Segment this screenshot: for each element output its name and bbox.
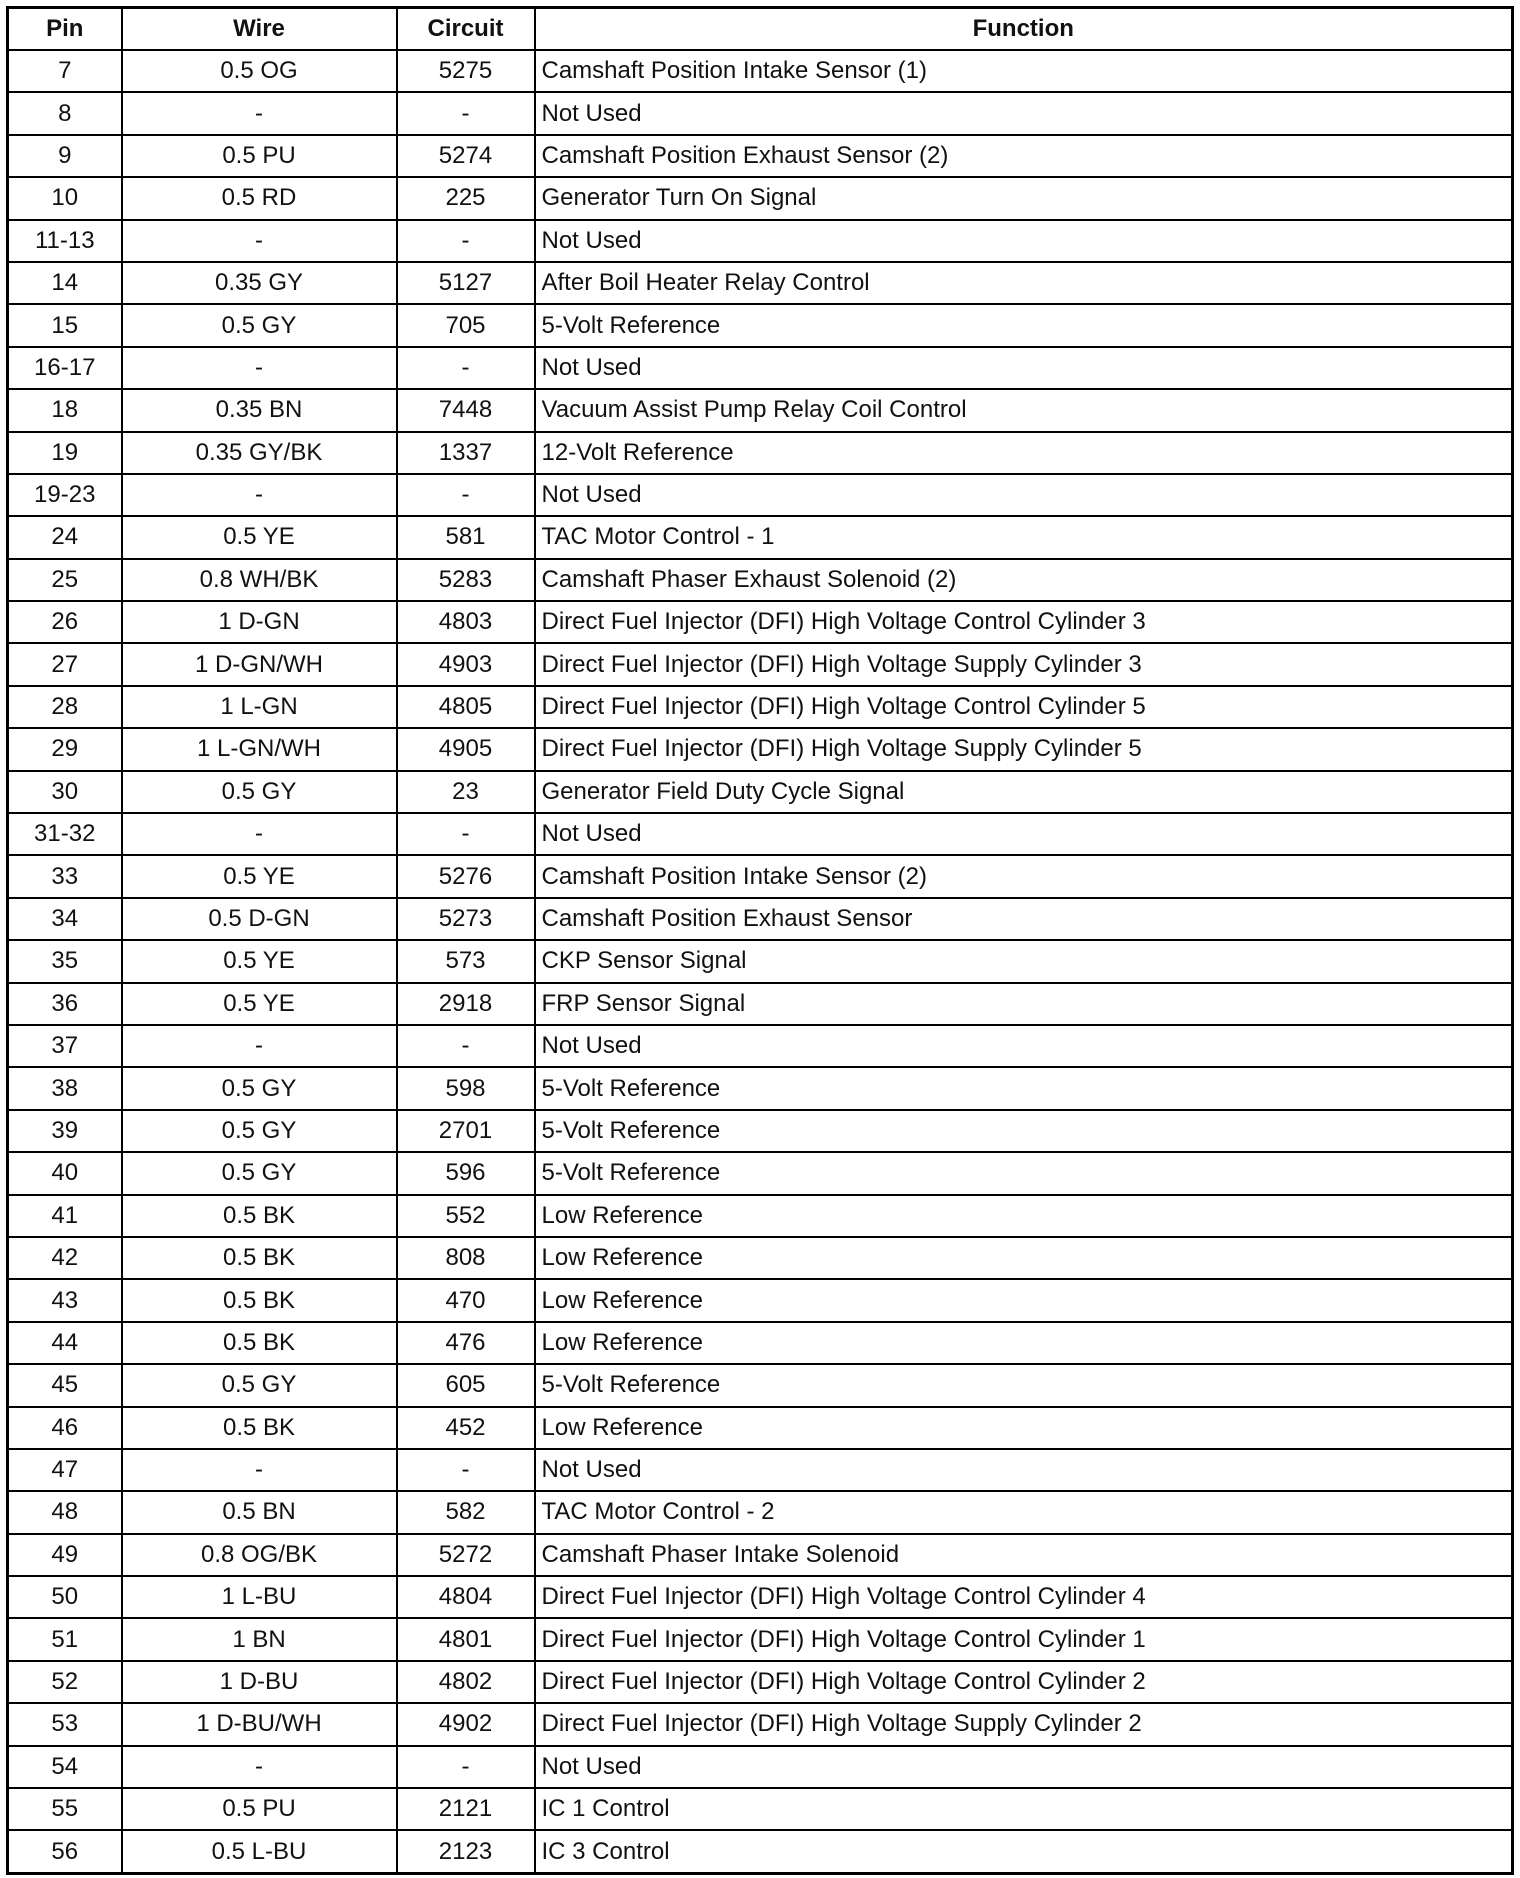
- pin-cell: 18: [8, 389, 122, 431]
- pin-cell: 30: [8, 771, 122, 813]
- circuit-cell: -: [397, 1746, 535, 1788]
- table-row: [8, 813, 1513, 855]
- wire-cell: 0.35 BN: [122, 389, 397, 431]
- circuit-cell: 476: [397, 1322, 535, 1364]
- circuit-cell: 4902: [397, 1703, 535, 1745]
- circuit-cell: 573: [397, 940, 535, 982]
- function-cell: Camshaft Phaser Exhaust Solenoid (2): [535, 559, 1513, 601]
- circuit-cell: 2123: [397, 1830, 535, 1873]
- pin-cell: 15: [8, 304, 122, 346]
- table-body: [8, 50, 1513, 1873]
- circuit-cell: 808: [397, 1237, 535, 1279]
- wire-cell: -: [122, 347, 397, 389]
- circuit-cell: 552: [397, 1195, 535, 1237]
- function-cell: Direct Fuel Injector (DFI) High Voltage Control Cylinder 1: [535, 1618, 1513, 1660]
- table-row: [8, 1534, 1513, 1576]
- table-row: [8, 1025, 1513, 1067]
- pin-cell: 53: [8, 1703, 122, 1745]
- circuit-cell: 596: [397, 1152, 535, 1194]
- function-cell: Direct Fuel Injector (DFI) High Voltage Control Cylinder 5: [535, 686, 1513, 728]
- circuit-cell: 1337: [397, 432, 535, 474]
- pin-cell: 9: [8, 135, 122, 177]
- wire-cell: 0.5 BN: [122, 1491, 397, 1533]
- circuit-cell: 5272: [397, 1534, 535, 1576]
- function-cell: Not Used: [535, 347, 1513, 389]
- function-cell: IC 1 Control: [535, 1788, 1513, 1830]
- function-cell: Direct Fuel Injector (DFI) High Voltage Supply Cylinder 5: [535, 728, 1513, 770]
- wire-cell: 1 L-GN: [122, 686, 397, 728]
- table-row: [8, 1152, 1513, 1194]
- circuit-cell: -: [397, 1025, 535, 1067]
- circuit-cell: 4905: [397, 728, 535, 770]
- table-row: [8, 347, 1513, 389]
- table-row: [8, 983, 1513, 1025]
- circuit-cell: 5283: [397, 559, 535, 601]
- wire-cell: 0.8 OG/BK: [122, 1534, 397, 1576]
- function-cell: Direct Fuel Injector (DFI) High Voltage Supply Cylinder 2: [535, 1703, 1513, 1745]
- table-row: [8, 432, 1513, 474]
- table-row: [8, 940, 1513, 982]
- table-row: [8, 1830, 1513, 1873]
- table-row: [8, 135, 1513, 177]
- function-cell: IC 3 Control: [535, 1830, 1513, 1873]
- wire-cell: 1 D-BU/WH: [122, 1703, 397, 1745]
- pin-cell: 44: [8, 1322, 122, 1364]
- header-circuit: Circuit: [397, 8, 535, 51]
- pin-cell: 31-32: [8, 813, 122, 855]
- pin-cell: 35: [8, 940, 122, 982]
- pin-cell: 29: [8, 728, 122, 770]
- table-row: [8, 728, 1513, 770]
- pin-cell: 39: [8, 1110, 122, 1152]
- table-row: [8, 1491, 1513, 1533]
- table-row: [8, 220, 1513, 262]
- wire-cell: 1 D-GN: [122, 601, 397, 643]
- circuit-cell: -: [397, 92, 535, 134]
- header-wire: Wire: [122, 8, 397, 51]
- function-cell: 5-Volt Reference: [535, 304, 1513, 346]
- wire-cell: 0.5 YE: [122, 940, 397, 982]
- pin-cell: 49: [8, 1534, 122, 1576]
- header-pin: Pin: [8, 8, 122, 51]
- function-cell: Low Reference: [535, 1322, 1513, 1364]
- circuit-cell: 23: [397, 771, 535, 813]
- wire-cell: -: [122, 1746, 397, 1788]
- wire-cell: 0.5 BK: [122, 1322, 397, 1364]
- table-row: [8, 304, 1513, 346]
- pin-cell: 14: [8, 262, 122, 304]
- pin-cell: 27: [8, 643, 122, 685]
- table-header-row: [8, 8, 1513, 51]
- circuit-cell: 598: [397, 1067, 535, 1109]
- table-row: [8, 1322, 1513, 1364]
- circuit-cell: 4805: [397, 686, 535, 728]
- wire-cell: 0.5 PU: [122, 135, 397, 177]
- wire-cell: 0.5 BK: [122, 1407, 397, 1449]
- table-row: [8, 686, 1513, 728]
- pin-cell: 25: [8, 559, 122, 601]
- circuit-cell: 5273: [397, 898, 535, 940]
- pin-cell: 38: [8, 1067, 122, 1109]
- circuit-cell: 225: [397, 177, 535, 219]
- pin-cell: 43: [8, 1279, 122, 1321]
- table-row: [8, 1576, 1513, 1618]
- pin-cell: 24: [8, 516, 122, 558]
- wire-cell: -: [122, 92, 397, 134]
- function-cell: 5-Volt Reference: [535, 1364, 1513, 1406]
- pin-function-table: [6, 6, 1514, 1875]
- function-cell: Low Reference: [535, 1237, 1513, 1279]
- table-row: [8, 1661, 1513, 1703]
- wire-cell: 0.5 GY: [122, 1110, 397, 1152]
- function-cell: Not Used: [535, 220, 1513, 262]
- wire-cell: 0.5 PU: [122, 1788, 397, 1830]
- circuit-cell: 705: [397, 304, 535, 346]
- table-row: [8, 50, 1513, 92]
- pin-cell: 8: [8, 92, 122, 134]
- function-cell: Camshaft Position Exhaust Sensor: [535, 898, 1513, 940]
- function-cell: Low Reference: [535, 1279, 1513, 1321]
- table-row: [8, 1618, 1513, 1660]
- wire-cell: 1 L-GN/WH: [122, 728, 397, 770]
- wire-cell: 1 D-GN/WH: [122, 643, 397, 685]
- wire-cell: -: [122, 474, 397, 516]
- circuit-cell: 4804: [397, 1576, 535, 1618]
- pin-cell: 26: [8, 601, 122, 643]
- circuit-cell: 5275: [397, 50, 535, 92]
- circuit-cell: 4803: [397, 601, 535, 643]
- wire-cell: 0.5 YE: [122, 983, 397, 1025]
- circuit-cell: 4801: [397, 1618, 535, 1660]
- circuit-cell: 7448: [397, 389, 535, 431]
- circuit-cell: 582: [397, 1491, 535, 1533]
- table-row: [8, 1449, 1513, 1491]
- wire-cell: 0.5 OG: [122, 50, 397, 92]
- function-cell: 5-Volt Reference: [535, 1110, 1513, 1152]
- function-cell: Camshaft Phaser Intake Solenoid: [535, 1534, 1513, 1576]
- circuit-cell: -: [397, 347, 535, 389]
- pin-cell: 52: [8, 1661, 122, 1703]
- pin-cell: 48: [8, 1491, 122, 1533]
- table-row: [8, 898, 1513, 940]
- table-row: [8, 516, 1513, 558]
- wire-cell: 0.5 GY: [122, 771, 397, 813]
- circuit-cell: 452: [397, 1407, 535, 1449]
- pin-cell: 10: [8, 177, 122, 219]
- header-function: Function: [535, 8, 1513, 51]
- circuit-cell: 2701: [397, 1110, 535, 1152]
- pin-cell: 19-23: [8, 474, 122, 516]
- circuit-cell: -: [397, 1449, 535, 1491]
- wire-cell: 0.5 BK: [122, 1237, 397, 1279]
- pin-cell: 7: [8, 50, 122, 92]
- wire-cell: 1 L-BU: [122, 1576, 397, 1618]
- table-row: [8, 771, 1513, 813]
- function-cell: Direct Fuel Injector (DFI) High Voltage Control Cylinder 2: [535, 1661, 1513, 1703]
- wire-cell: 0.5 GY: [122, 1152, 397, 1194]
- wire-cell: -: [122, 1449, 397, 1491]
- wire-cell: 0.5 RD: [122, 177, 397, 219]
- wire-cell: 0.5 GY: [122, 304, 397, 346]
- pin-cell: 45: [8, 1364, 122, 1406]
- table-row: [8, 1237, 1513, 1279]
- table-row: [8, 262, 1513, 304]
- function-cell: FRP Sensor Signal: [535, 983, 1513, 1025]
- wire-cell: 1 D-BU: [122, 1661, 397, 1703]
- function-cell: Camshaft Position Intake Sensor (2): [535, 855, 1513, 897]
- circuit-cell: -: [397, 220, 535, 262]
- circuit-cell: 5276: [397, 855, 535, 897]
- table-row: [8, 1067, 1513, 1109]
- function-cell: 12-Volt Reference: [535, 432, 1513, 474]
- circuit-cell: 581: [397, 516, 535, 558]
- wire-cell: 0.8 WH/BK: [122, 559, 397, 601]
- circuit-cell: -: [397, 474, 535, 516]
- pin-cell: 50: [8, 1576, 122, 1618]
- table-row: [8, 1746, 1513, 1788]
- wire-cell: 1 BN: [122, 1618, 397, 1660]
- function-cell: Direct Fuel Injector (DFI) High Voltage Control Cylinder 3: [535, 601, 1513, 643]
- circuit-cell: -: [397, 813, 535, 855]
- function-cell: After Boil Heater Relay Control: [535, 262, 1513, 304]
- circuit-cell: 470: [397, 1279, 535, 1321]
- function-cell: Not Used: [535, 474, 1513, 516]
- wire-cell: 0.35 GY/BK: [122, 432, 397, 474]
- wire-cell: 0.5 D-GN: [122, 898, 397, 940]
- pin-cell: 42: [8, 1237, 122, 1279]
- wire-cell: -: [122, 813, 397, 855]
- pin-cell: 46: [8, 1407, 122, 1449]
- wire-cell: 0.5 BK: [122, 1279, 397, 1321]
- function-cell: Not Used: [535, 813, 1513, 855]
- table-row: [8, 474, 1513, 516]
- function-cell: 5-Volt Reference: [535, 1152, 1513, 1194]
- wire-cell: 0.5 YE: [122, 855, 397, 897]
- circuit-cell: 5274: [397, 135, 535, 177]
- pin-cell: 16-17: [8, 347, 122, 389]
- pin-cell: 56: [8, 1830, 122, 1873]
- pin-cell: 11-13: [8, 220, 122, 262]
- pin-cell: 41: [8, 1195, 122, 1237]
- circuit-cell: 605: [397, 1364, 535, 1406]
- pin-cell: 33: [8, 855, 122, 897]
- pin-cell: 55: [8, 1788, 122, 1830]
- wire-cell: 0.5 BK: [122, 1195, 397, 1237]
- function-cell: Not Used: [535, 1449, 1513, 1491]
- table-row: [8, 601, 1513, 643]
- pin-cell: 36: [8, 983, 122, 1025]
- function-cell: CKP Sensor Signal: [535, 940, 1513, 982]
- pin-cell: 51: [8, 1618, 122, 1660]
- table-row: [8, 1788, 1513, 1830]
- function-cell: Direct Fuel Injector (DFI) High Voltage Control Cylinder 4: [535, 1576, 1513, 1618]
- pin-cell: 19: [8, 432, 122, 474]
- table-row: [8, 1407, 1513, 1449]
- table-row: [8, 389, 1513, 431]
- function-cell: Camshaft Position Exhaust Sensor (2): [535, 135, 1513, 177]
- pin-cell: 28: [8, 686, 122, 728]
- table-row: [8, 559, 1513, 601]
- circuit-cell: 2121: [397, 1788, 535, 1830]
- circuit-cell: 4802: [397, 1661, 535, 1703]
- table-row: [8, 1110, 1513, 1152]
- wire-cell: 0.5 GY: [122, 1067, 397, 1109]
- function-cell: 5-Volt Reference: [535, 1067, 1513, 1109]
- pin-cell: 34: [8, 898, 122, 940]
- table-row: [8, 1703, 1513, 1745]
- pin-cell: 40: [8, 1152, 122, 1194]
- table-row: [8, 1364, 1513, 1406]
- wire-cell: 0.5 L-BU: [122, 1830, 397, 1873]
- table-row: [8, 1195, 1513, 1237]
- function-cell: Camshaft Position Intake Sensor (1): [535, 50, 1513, 92]
- function-cell: Generator Turn On Signal: [535, 177, 1513, 219]
- function-cell: TAC Motor Control - 1: [535, 516, 1513, 558]
- wire-cell: 0.5 YE: [122, 516, 397, 558]
- table-row: [8, 855, 1513, 897]
- function-cell: Vacuum Assist Pump Relay Coil Control: [535, 389, 1513, 431]
- pin-cell: 37: [8, 1025, 122, 1067]
- wire-cell: -: [122, 1025, 397, 1067]
- wire-cell: 0.5 GY: [122, 1364, 397, 1406]
- pin-cell: 47: [8, 1449, 122, 1491]
- pin-cell: 54: [8, 1746, 122, 1788]
- wire-cell: -: [122, 220, 397, 262]
- function-cell: Not Used: [535, 1746, 1513, 1788]
- function-cell: Not Used: [535, 92, 1513, 134]
- table-row: [8, 643, 1513, 685]
- function-cell: TAC Motor Control - 2: [535, 1491, 1513, 1533]
- table-row: [8, 177, 1513, 219]
- function-cell: Low Reference: [535, 1407, 1513, 1449]
- circuit-cell: 5127: [397, 262, 535, 304]
- function-cell: Low Reference: [535, 1195, 1513, 1237]
- table-row: [8, 1279, 1513, 1321]
- circuit-cell: 2918: [397, 983, 535, 1025]
- function-cell: Not Used: [535, 1025, 1513, 1067]
- function-cell: Generator Field Duty Cycle Signal: [535, 771, 1513, 813]
- function-cell: Direct Fuel Injector (DFI) High Voltage Supply Cylinder 3: [535, 643, 1513, 685]
- circuit-cell: 4903: [397, 643, 535, 685]
- wire-cell: 0.35 GY: [122, 262, 397, 304]
- table-row: [8, 92, 1513, 134]
